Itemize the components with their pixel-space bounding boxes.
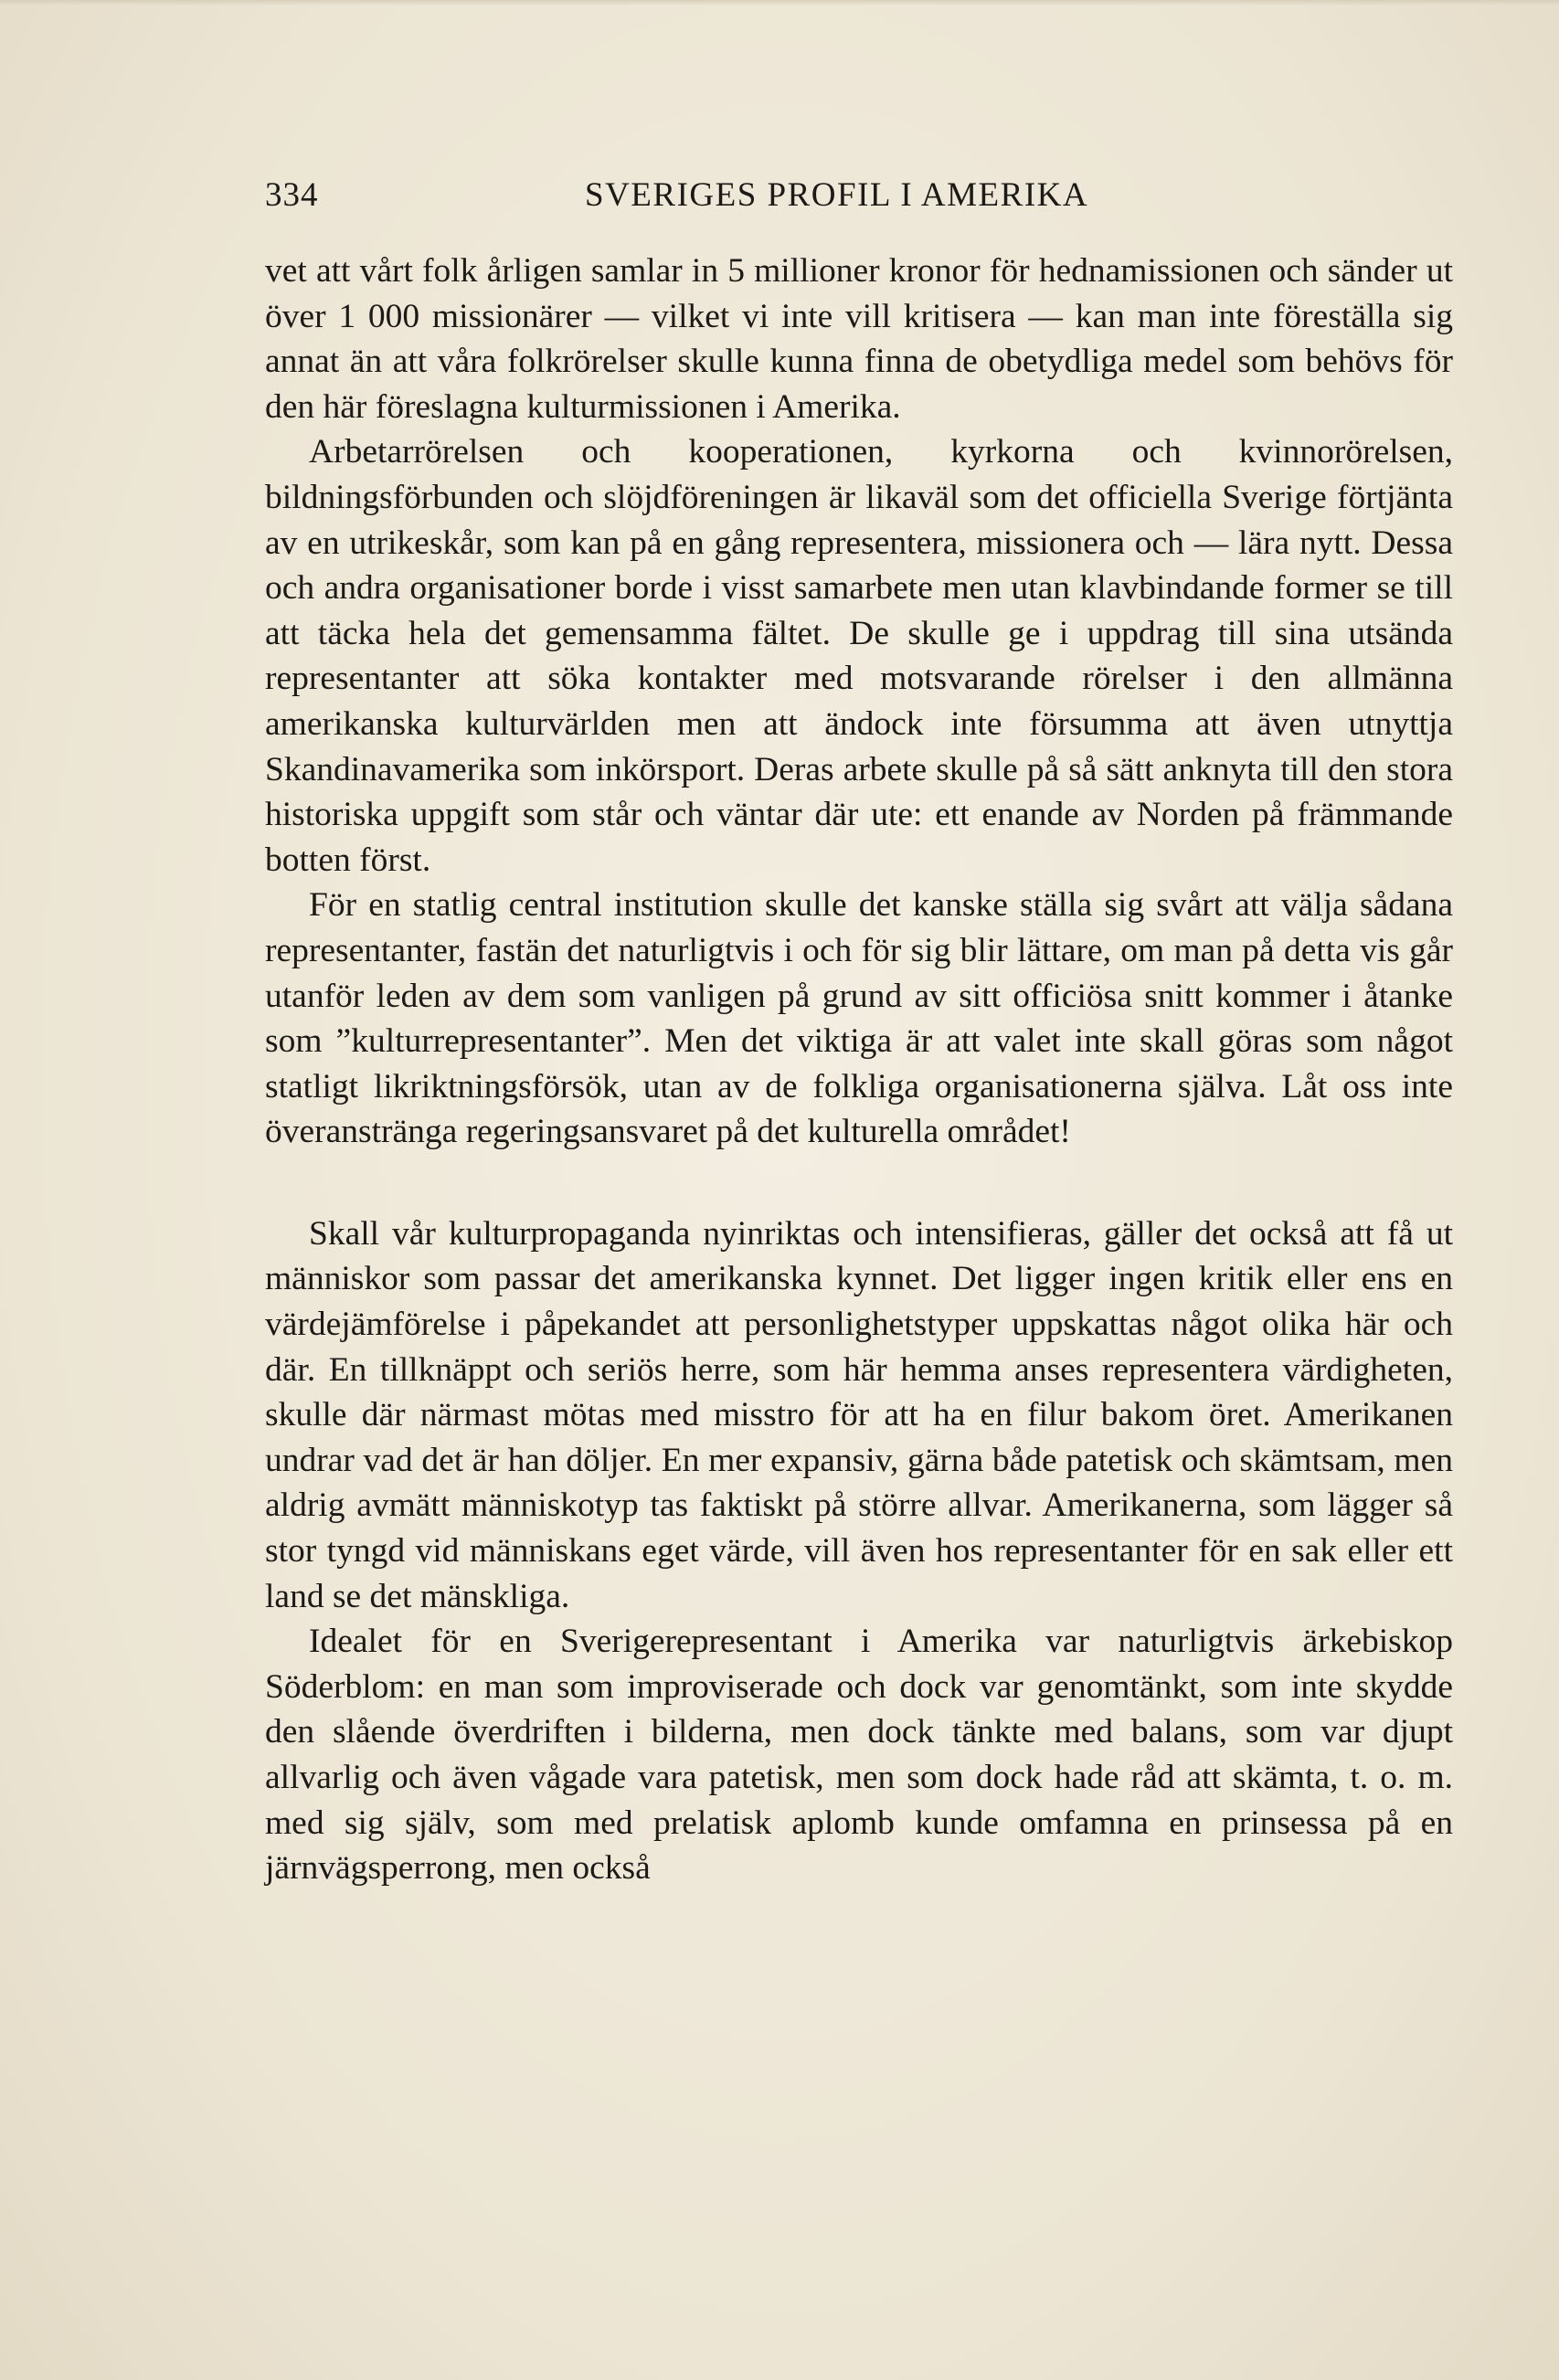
page-number: 334 (265, 176, 319, 214)
page-top-edge (0, 0, 1559, 5)
body-text (265, 249, 1453, 1891)
page-content (265, 164, 1453, 1891)
paragraph: För en statlig central institution skulle det kanske ställa sig svårt att välja sådana representanter, fastän det naturligtvis i och för sig blir lättare, om man på detta vis går utanför leden av dem som vanligen på grund av sitt officiösa snitt kommer i åtanke som ”kulturrepresentanter”. Men det viktiga är att valet inte skall göras som något statligt likriktningsförsök, utan av de folkliga organisationerna själva. Låt oss inte överanstränga regeringsansvaret på det kulturella området! (265, 886, 1453, 1151)
paragraph-continued: vet att vårt folk årligen samlar in 5 millioner kronor för hednamissionen och sänder ut över 1 000 missionärer — vilket vi inte vill kritisera — kan man inte föreställa sig annat än att våra folkrörelser skulle kunna finna de obetydliga medel som behövs för den här föreslagna kulturmissionen i Amerika. (265, 252, 1453, 426)
running-header (265, 164, 1453, 228)
section-break (265, 1155, 1453, 1211)
running-title: SVERIGES PROFIL I AMERIKA (585, 176, 1089, 214)
paragraph: Idealet för en Sverigerepresentant i Amerika var naturligtvis ärkebiskop Söderblom: en man som improviserade och dock var genomtänkt, som inte skydde den slående överdriften i bilderna, men dock tänkte med balans, som var djupt allvarlig och även vågade vara patetisk, men som dock hade råd att skämta, t. o. m. med sig själv, som med prelatisk aplomb kunde omfamna en prinsessa på en järnvägsperrong, men också (265, 1623, 1453, 1888)
paragraph: Skall vår kulturpropaganda nyinriktas och intensifieras, gäller det också att få ut människor som passar det amerikanska kynnet. Det ligger ingen kritik eller ens en värdejämförelse i påpekandet att personlighetstyper uppskattas något olika här och där. En tillknäppt och seriös herre, som här hemma anses representera värdigheten, skulle där närmast mötas med misstro för att ha en filur bakom öret. Amerikanen undrar vad det är han döljer. En mer expansiv, gärna både patetisk och skämtsam, men aldrig avmätt människotyp tas faktiskt på större allvar. Amerikanerna, som lägger så stor tyngd vid människans eget värde, vill även hos representanter för en sak eller ett land se det mänskliga. (265, 1214, 1453, 1615)
paragraph: Arbetarrörelsen och kooperationen, kyrkorna och kvinnorörelsen, bildningsförbunden och slöjdföreningen är likaväl som det officiella Sverige förtjänta av en utrikeskår, som kan på en gång representera, missionera och — lära nytt. Dessa och andra organisationer borde i visst samarbete men utan klavbindande former se till att täcka hela det gemensamma fältet. De skulle ge i uppdrag till sina utsända representanter att söka kontakter med motsvarande rörelser i den allmänna amerikanska kulturvärlden men att ändock inte försumma att även utnyttja Skandinavamerika som inkörsport. Deras arbete skulle på så sätt anknyta till den stora historiska uppgift som står och väntar där ute: ett enande av Norden på främmande botten först. (265, 433, 1453, 879)
